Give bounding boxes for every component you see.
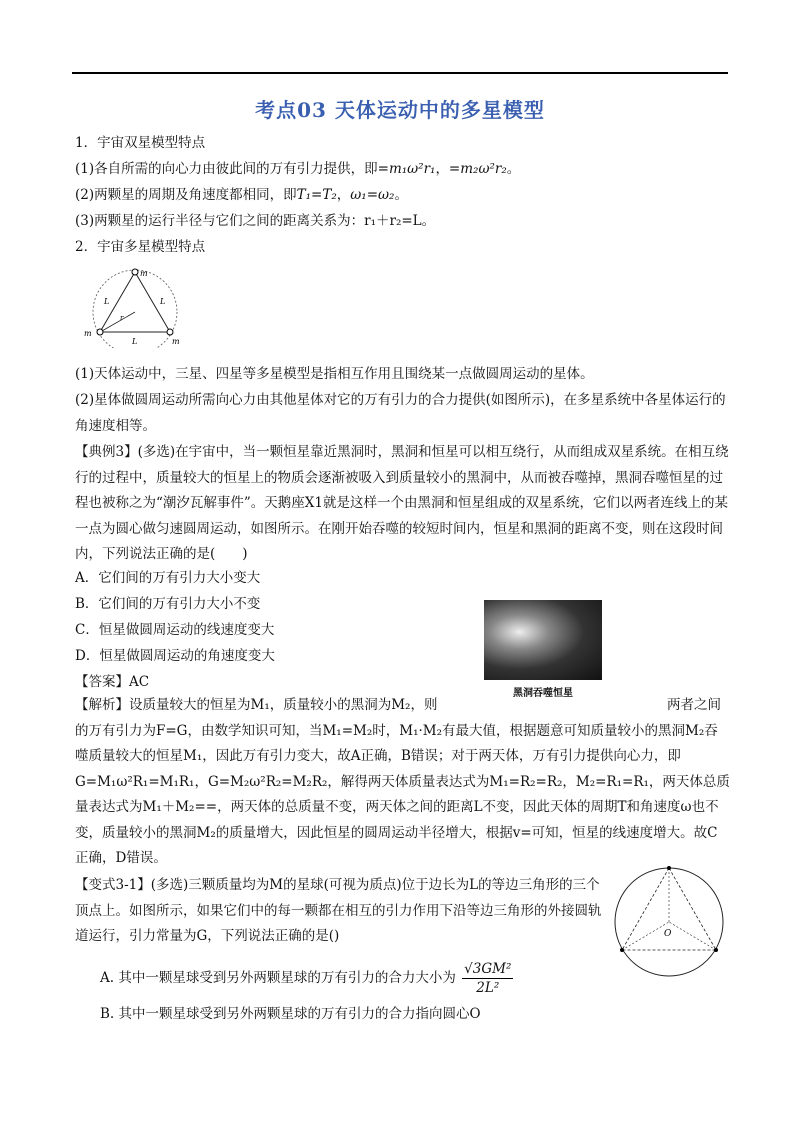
fraction-denominator: 2L² — [476, 980, 500, 996]
planet-right — [714, 948, 718, 952]
page-title: 考点03 天体运动中的多星模型 — [255, 98, 545, 122]
section1-heading: 1．宇宙双星模型特点 — [75, 135, 206, 151]
p1-text-b: ，= — [435, 161, 461, 177]
example3-option-a: A．它们间的万有引力大小变大 — [75, 570, 261, 586]
option-a-fraction — [462, 960, 513, 997]
example3-stem: 【典例3】(多选)在宇宙中，当一颗恒星靠近黑洞时，黑洞和恒星可以相互绕行，从而组成双星系统。在相互绕行的过程中，质量较大的恒星上的物质会逐渐被吸入到质量较小的黑洞中，从而被吞噬掉，黑洞吞噬恒星的过程也被称之为“潮汐瓦解事件”。天鹅座X1就是这样一个由黑洞和恒星组成的双星系统，它们以两者连线上的某一点为圆心做匀速圆周运动，如图所示。在刚开始吞噬的较短时间内，恒星和黑洞的距离不变，则在这段时间内，下列说法正确的是( ) — [75, 444, 729, 562]
p1-text-a: (1)各自所需的向心力由彼此间的万有引力提供，即= — [75, 161, 389, 177]
circumcircle-diagram — [612, 860, 727, 980]
example3-analysis: 【解析】设质量较大的恒星为M₁，质量较小的黑洞为M₂，则 两者之间的万有引力为F=G，由数学知识可知，当M₁=M₂时，M₁·M₂有最大值，根据题意可知质量较小的黑洞M₂吞噬质量较大的恒星M₁，因此万有引力变大，故A正确，B错误；对于两天体，万有引力提供向心力，即G=M₁ω²R₁=M₁R₁，G=M₂ω²R₂=M₂R₂，解得两天体质量表达式为M₁=R₂=R₂，M₂=R₁=R₁，两天体总质量表达式为M₁＋M₂==，两天体的总质量不变，两天体之间的距离L不变，因此天体的周期T和角速度ω也不变，质量较小的黑洞M₂的质量增大，因此恒星的圆周运动半径增大，根据v=可知，恒星的线速度增大。故C正确，D错误。 — [75, 697, 730, 866]
section2-p2: (2)星体做圆周运动所需向心力由其他星体对它的万有引力的合力提供(如图所示)，在多星系统中各星体运行的角速度相等。 — [75, 392, 726, 434]
label-m-left: m — [84, 329, 92, 338]
label-L-left: L — [104, 297, 110, 306]
dash-radius-right — [669, 922, 716, 950]
variant31-option-b: B. 其中一颗星球受到另外两颗星球的万有引力的合力指向圆心O — [100, 1006, 481, 1022]
label-O: O — [664, 929, 672, 939]
formula-w: ω₁=ω₂ — [350, 187, 395, 203]
variant31-option-a — [100, 960, 513, 997]
planet-left — [620, 948, 624, 952]
formula-m1: m₁ω²r₁ — [388, 161, 436, 177]
black-hole-caption: 黑洞吞噬恒星 — [513, 688, 573, 699]
example3-option-c: C．恒星做圆周运动的线速度变大 — [75, 622, 275, 638]
example3-answer: 【答案】AC — [75, 674, 150, 690]
p2-text-a: (2)两颗星的周期及角速度都相同，即 — [75, 187, 297, 203]
example3-option-d: D．恒星做圆周运动的角速度变大 — [75, 648, 275, 664]
example3-option-b: B．它们间的万有引力大小不变 — [75, 596, 261, 612]
label-m-top: m — [140, 269, 148, 278]
header-rule — [72, 72, 728, 74]
label-m-right: m — [172, 337, 180, 346]
label-L-right: L — [160, 297, 166, 306]
option-a-text: A. 其中一颗星球受到另外两颗星球的万有引力的合力大小为 — [100, 970, 456, 986]
variant31-stem: 【变式3-1】(多选)三颗质量均为M的星球(可视为质点)位于边长为L的等边三角形的三个顶点上。如图所示，如果它们中的每一颗都在相互的引力作用下沿等边三角形的外接圆轨道运行，引力常量为G，下列说法正确的是() — [75, 877, 602, 944]
star-left — [97, 329, 103, 335]
label-L-bottom: L — [132, 337, 138, 346]
formula-m2: m₂ω²r₂ — [460, 161, 507, 177]
planet-top — [667, 866, 671, 870]
section1-p1 — [75, 160, 520, 178]
dash-radius-left — [622, 922, 669, 950]
formula-T: T₁=T₂ — [296, 187, 337, 203]
p2-text-c: 。 — [394, 187, 408, 203]
star-top — [132, 269, 138, 275]
section1-p3: (3)两颗星的运行半径与它们之间的距离关系为：r₁＋r₂=L。 — [75, 213, 436, 229]
section2-heading: 2．宇宙多星模型特点 — [75, 239, 206, 255]
section2-p1: (1)天体运动中，三星、四星等多星模型是指相互作用且围绕某一点做圆周运动的星体。 — [75, 366, 594, 382]
p2-text-b: ， — [336, 187, 351, 203]
black-hole-image — [484, 600, 602, 680]
section1-p2 — [75, 186, 408, 204]
star-right — [167, 329, 173, 335]
three-star-diagram — [80, 268, 190, 348]
p1-text-c: 。 — [506, 161, 521, 177]
radius-line — [102, 312, 135, 331]
label-r: r — [120, 314, 124, 322]
fraction-numerator: √3GM² — [464, 961, 512, 977]
